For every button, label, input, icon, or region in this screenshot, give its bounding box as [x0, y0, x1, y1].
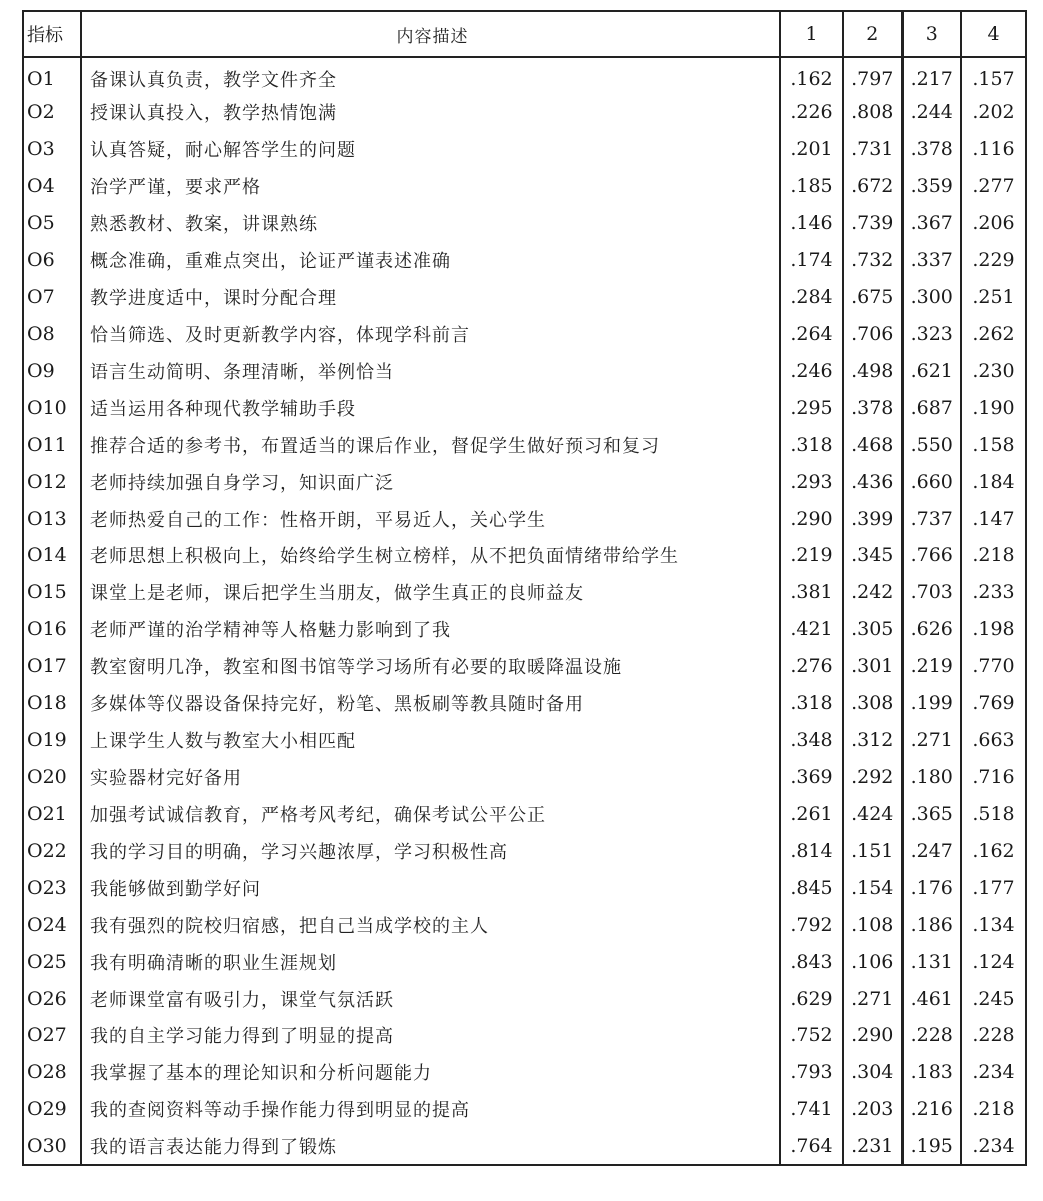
loading-factor-2: .468 — [843, 426, 902, 463]
loading-factor-4: .134 — [961, 906, 1026, 943]
loading-factor-1: .318 — [780, 426, 843, 463]
table-row — [23, 242, 1026, 279]
loading-factor-1: .174 — [780, 242, 843, 279]
loading-factor-4: .162 — [961, 832, 1026, 869]
indicator-description: 我的查阅资料等动手操作能力得到明显的提高 — [90, 1100, 470, 1122]
loading-factor-1: .764 — [780, 1128, 843, 1165]
header-row — [23, 11, 1026, 57]
indicator-id: O12 — [23, 463, 81, 500]
loading-factor-3: .737 — [902, 500, 961, 537]
table-row — [23, 685, 1026, 722]
table-row — [23, 279, 1026, 316]
loading-factor-3: .195 — [902, 1128, 961, 1165]
table-header — [23, 11, 1026, 57]
table-row — [23, 795, 1026, 832]
loading-factor-1: .226 — [780, 94, 843, 131]
loading-factor-1: .293 — [780, 463, 843, 500]
loading-factor-3: .216 — [902, 1091, 961, 1128]
indicator-id: O9 — [23, 352, 81, 389]
loading-factor-1: .741 — [780, 1091, 843, 1128]
indicator-id: O18 — [23, 685, 81, 722]
loading-factor-3: .183 — [902, 1054, 961, 1091]
indicator-description: 加强考试诚信教育，严格考风考纪，确保考试公平公正 — [90, 804, 546, 826]
indicator-id: O22 — [23, 832, 81, 869]
indicator-description: 老师严谨的治学精神等人格魅力影响到了我 — [90, 620, 451, 642]
indicator-description: 老师热爱自己的工作：性格开朗，平易近人，关心学生 — [90, 509, 546, 531]
indicator-id: O5 — [23, 205, 81, 242]
indicator-id: O16 — [23, 611, 81, 648]
indicator-description: 推荐合适的参考书，布置适当的课后作业，督促学生做好预习和复习 — [90, 435, 660, 457]
loading-factor-4: .147 — [961, 500, 1026, 537]
loading-factor-4: .184 — [961, 463, 1026, 500]
loading-factor-2: .151 — [843, 832, 902, 869]
loading-factor-3: .337 — [902, 242, 961, 279]
loading-factor-4: .190 — [961, 389, 1026, 426]
indicator-id: O25 — [23, 943, 81, 980]
loading-factor-1: .295 — [780, 389, 843, 426]
loading-factor-4: .234 — [961, 1054, 1026, 1091]
indicator-id: O26 — [23, 980, 81, 1017]
loading-factor-1: .369 — [780, 759, 843, 796]
loading-factor-3: .621 — [902, 352, 961, 389]
loading-factor-1: .348 — [780, 722, 843, 759]
indicator-id: O8 — [23, 315, 81, 352]
loading-factor-2: .732 — [843, 242, 902, 279]
table-row — [23, 869, 1026, 906]
indicator-id: O1 — [23, 57, 81, 94]
indicator-description: 我能够做到勤学好问 — [90, 878, 261, 900]
indicator-description: 我的学习目的明确，学习兴趣浓厚，学习积极性高 — [90, 841, 508, 863]
loading-factor-4: .218 — [961, 537, 1026, 574]
table-row — [23, 426, 1026, 463]
loading-factor-4: .157 — [961, 57, 1026, 94]
loading-factor-4: .230 — [961, 352, 1026, 389]
indicator-id: O27 — [23, 1017, 81, 1054]
indicator-id: O4 — [23, 168, 81, 205]
table-row — [23, 1128, 1026, 1165]
loading-factor-1: .421 — [780, 611, 843, 648]
loading-factor-3: .550 — [902, 426, 961, 463]
loading-factor-1: .261 — [780, 795, 843, 832]
loading-factor-2: .304 — [843, 1054, 902, 1091]
loading-factor-3: .367 — [902, 205, 961, 242]
header-factor-1: 1 — [780, 11, 843, 57]
loading-factor-2: .424 — [843, 795, 902, 832]
loading-factor-1: .290 — [780, 500, 843, 537]
indicator-id: O21 — [23, 795, 81, 832]
loading-factor-2: .154 — [843, 869, 902, 906]
indicator-description: 实验器材完好备用 — [90, 767, 242, 789]
table-row — [23, 537, 1026, 574]
loading-factor-2: .242 — [843, 574, 902, 611]
table-row — [23, 759, 1026, 796]
loading-factor-3: .217 — [902, 57, 961, 94]
indicator-id: O3 — [23, 131, 81, 168]
indicator-id: O17 — [23, 648, 81, 685]
loading-factor-1: .219 — [780, 537, 843, 574]
loading-factor-4: .277 — [961, 168, 1026, 205]
loading-factor-2: .108 — [843, 906, 902, 943]
table-row — [23, 94, 1026, 131]
loading-factor-1: .162 — [780, 57, 843, 94]
loading-factor-3: .199 — [902, 685, 961, 722]
loading-factor-3: .323 — [902, 315, 961, 352]
loading-factor-1: .146 — [780, 205, 843, 242]
table-row — [23, 611, 1026, 648]
loading-factor-3: .660 — [902, 463, 961, 500]
loading-factor-1: .185 — [780, 168, 843, 205]
loading-factor-3: .247 — [902, 832, 961, 869]
loading-factor-2: .378 — [843, 389, 902, 426]
table-row — [23, 722, 1026, 759]
table-row — [23, 1054, 1026, 1091]
loading-factor-4: .228 — [961, 1017, 1026, 1054]
loading-factor-3: .186 — [902, 906, 961, 943]
loading-factor-1: .792 — [780, 906, 843, 943]
indicator-description: 上课学生人数与教室大小相匹配 — [90, 731, 356, 753]
loading-factor-2: .498 — [843, 352, 902, 389]
indicator-id: O23 — [23, 869, 81, 906]
header-description: 内容描述 — [81, 11, 780, 57]
table-row — [23, 205, 1026, 242]
loading-factor-2: .808 — [843, 94, 902, 131]
loading-factor-2: .739 — [843, 205, 902, 242]
loading-factor-4: .716 — [961, 759, 1026, 796]
loading-factor-2: .797 — [843, 57, 902, 94]
loading-factor-2: .706 — [843, 315, 902, 352]
loading-factor-1: .814 — [780, 832, 843, 869]
loading-factor-3: .687 — [902, 389, 961, 426]
loading-factor-2: .292 — [843, 759, 902, 796]
loading-factor-2: .290 — [843, 1017, 902, 1054]
loading-factor-3: .228 — [902, 1017, 961, 1054]
indicator-description: 授课认真投入，教学热情饱满 — [90, 103, 337, 125]
loading-factor-1: .629 — [780, 980, 843, 1017]
table-row — [23, 131, 1026, 168]
indicator-description: 课堂上是老师，课后把学生当朋友，做学生真正的良师益友 — [90, 583, 584, 605]
loading-factor-1: .793 — [780, 1054, 843, 1091]
indicator-id: O11 — [23, 426, 81, 463]
loading-factor-4: .262 — [961, 315, 1026, 352]
indicator-description: 我掌握了基本的理论知识和分析问题能力 — [90, 1063, 432, 1085]
loading-factor-4: .518 — [961, 795, 1026, 832]
indicator-description: 认真答疑，耐心解答学生的问题 — [90, 140, 356, 162]
indicator-description: 我有强烈的院校归宿感，把自己当成学校的主人 — [90, 915, 489, 937]
table-row — [23, 648, 1026, 685]
table-row — [23, 463, 1026, 500]
indicator-description: 概念准确，重难点突出，论证严谨表述准确 — [90, 251, 451, 273]
loading-factor-2: .231 — [843, 1128, 902, 1165]
loading-factor-4: .245 — [961, 980, 1026, 1017]
loading-factor-2: .305 — [843, 611, 902, 648]
indicator-id: O24 — [23, 906, 81, 943]
indicator-id: O20 — [23, 759, 81, 796]
indicator-id: O10 — [23, 389, 81, 426]
indicator-description: 教学进度适中，课时分配合理 — [90, 287, 337, 309]
loading-factor-4: .770 — [961, 648, 1026, 685]
table-row — [23, 1091, 1026, 1128]
loading-factor-1: .845 — [780, 869, 843, 906]
loading-factor-2: .436 — [843, 463, 902, 500]
table-row — [23, 315, 1026, 352]
loading-factor-2: .271 — [843, 980, 902, 1017]
indicator-description: 备课认真负责，教学文件齐全 — [90, 69, 337, 91]
indicator-description: 多媒体等仪器设备保持完好，粉笔、黑板刷等教具随时备用 — [90, 694, 584, 716]
indicator-description: 老师持续加强自身学习，知识面广泛 — [90, 472, 394, 494]
loading-factor-3: .176 — [902, 869, 961, 906]
indicator-description: 我的语言表达能力得到了锻炼 — [81, 1128, 780, 1165]
indicator-description: 恰当筛选、及时更新教学内容，体现学科前言 — [90, 324, 470, 346]
indicator-id: O30 — [23, 1128, 81, 1165]
indicator-id: O6 — [23, 242, 81, 279]
loading-factor-3: .626 — [902, 611, 961, 648]
loading-factor-2: .203 — [843, 1091, 902, 1128]
loading-factor-3: .378 — [902, 131, 961, 168]
table-row — [23, 943, 1026, 980]
loading-factor-4: .769 — [961, 685, 1026, 722]
indicator-description: 老师思想上积极向上，始终给学生树立榜样，从不把负面情绪带给学生 — [90, 546, 679, 568]
loading-factor-2: .399 — [843, 500, 902, 537]
loading-factor-1: .318 — [780, 685, 843, 722]
loading-factor-4: .116 — [961, 131, 1026, 168]
loading-factor-4: .202 — [961, 94, 1026, 131]
table-row — [23, 500, 1026, 537]
loading-factor-1: .246 — [780, 352, 843, 389]
table-row — [23, 1017, 1026, 1054]
header-factor-4: 4 — [961, 11, 1026, 57]
loading-factor-3: .461 — [902, 980, 961, 1017]
loading-factor-1: .201 — [780, 131, 843, 168]
loading-factor-4: .177 — [961, 869, 1026, 906]
header-factor-2: 2 — [843, 11, 902, 57]
loading-factor-3: .244 — [902, 94, 961, 131]
loading-factor-1: .264 — [780, 315, 843, 352]
loading-factor-4: .663 — [961, 722, 1026, 759]
loading-factor-3: .365 — [902, 795, 961, 832]
indicator-description: 我的自主学习能力得到了明显的提高 — [90, 1026, 394, 1048]
table-row — [23, 389, 1026, 426]
loading-factor-2: .106 — [843, 943, 902, 980]
header-id: 指标 — [23, 11, 81, 57]
indicator-id: O7 — [23, 279, 81, 316]
loading-factor-2: .301 — [843, 648, 902, 685]
loading-factor-4: .251 — [961, 279, 1026, 316]
loading-factor-3: .219 — [902, 648, 961, 685]
loading-factor-1: .381 — [780, 574, 843, 611]
loading-factor-2: .345 — [843, 537, 902, 574]
factor-loading-table — [22, 10, 1027, 1166]
indicator-id: O28 — [23, 1054, 81, 1091]
table-body — [23, 57, 1026, 1165]
loading-factor-1: .276 — [780, 648, 843, 685]
indicator-description: 我有明确清晰的职业生涯规划 — [90, 952, 337, 974]
loading-factor-3: .766 — [902, 537, 961, 574]
loading-factor-2: .672 — [843, 168, 902, 205]
indicator-id: O14 — [23, 537, 81, 574]
table-row — [23, 57, 1026, 94]
indicator-description: 熟悉教材、教案，讲课熟练 — [90, 214, 318, 236]
indicator-description: 老师课堂富有吸引力，课堂气氛活跃 — [90, 989, 394, 1011]
indicator-description: 教室窗明几净，教室和图书馆等学习场所有必要的取暖降温设施 — [90, 657, 622, 679]
loading-factor-3: .131 — [902, 943, 961, 980]
indicator-id: O13 — [23, 500, 81, 537]
loading-factor-2: .731 — [843, 131, 902, 168]
loading-factor-1: .843 — [780, 943, 843, 980]
indicator-description: 适当运用各种现代教学辅助手段 — [90, 398, 356, 420]
indicator-id: O2 — [23, 94, 81, 131]
table-row — [23, 352, 1026, 389]
loading-factor-4: .124 — [961, 943, 1026, 980]
table-row — [23, 906, 1026, 943]
loading-factor-4: .206 — [961, 205, 1026, 242]
loading-factor-4: .234 — [961, 1128, 1026, 1165]
loading-factor-4: .229 — [961, 242, 1026, 279]
table-row — [23, 168, 1026, 205]
loading-factor-1: .752 — [780, 1017, 843, 1054]
loading-factor-2: .675 — [843, 279, 902, 316]
table-row — [23, 832, 1026, 869]
loading-factor-4: .218 — [961, 1091, 1026, 1128]
table-row — [23, 980, 1026, 1017]
loading-factor-3: .703 — [902, 574, 961, 611]
loading-factor-2: .308 — [843, 685, 902, 722]
indicator-id: O29 — [23, 1091, 81, 1128]
loading-factor-3: .359 — [902, 168, 961, 205]
loading-factor-2: .312 — [843, 722, 902, 759]
table-row — [23, 574, 1026, 611]
loading-factor-4: .198 — [961, 611, 1026, 648]
header-factor-3: 3 — [902, 11, 961, 57]
loading-factor-4: .158 — [961, 426, 1026, 463]
loading-factor-1: .284 — [780, 279, 843, 316]
loading-factor-3: .271 — [902, 722, 961, 759]
indicator-id: O15 — [23, 574, 81, 611]
loading-factor-4: .233 — [961, 574, 1026, 611]
indicator-id: O19 — [23, 722, 81, 759]
loading-factor-3: .300 — [902, 279, 961, 316]
loading-factor-3: .180 — [902, 759, 961, 796]
indicator-description: 语言生动简明、条理清晰，举例恰当 — [90, 361, 394, 383]
indicator-description: 治学严谨，要求严格 — [90, 177, 261, 199]
